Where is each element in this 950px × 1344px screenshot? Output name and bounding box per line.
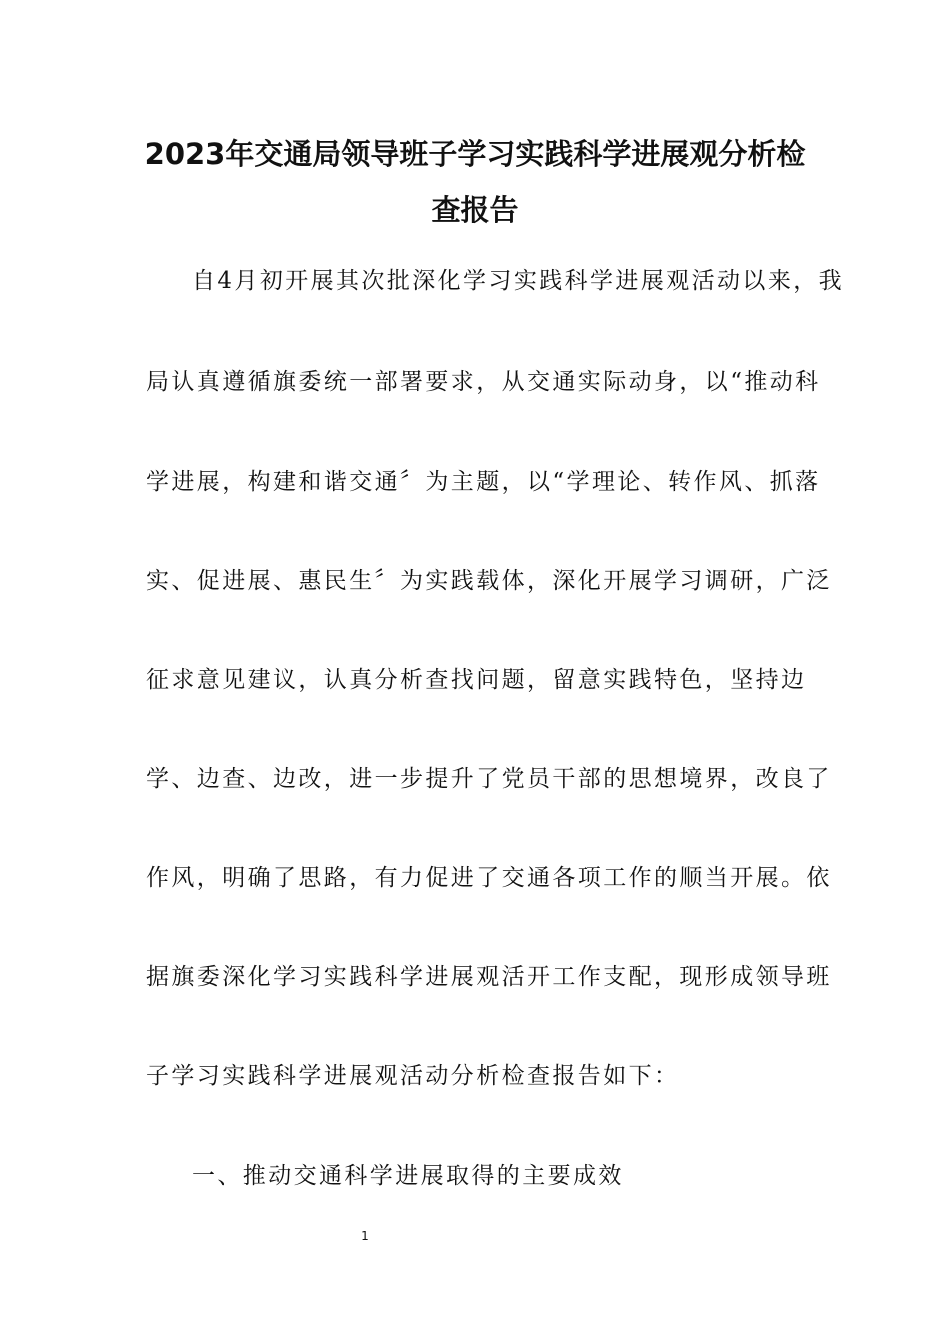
document-title-line-1: 2023年交通局领导班子学习实践科学进展观分析检 bbox=[144, 137, 806, 171]
document-title-line-2: 查报告 bbox=[431, 193, 519, 227]
paragraph-line: 自4月初开展其次批深化学习实践科学进展观活动以来，我 bbox=[192, 268, 845, 294]
paragraph-line: 征求意见建议，认真分析查找问题，留意实践特色，坚持边 bbox=[146, 667, 807, 693]
page-number: 1 bbox=[361, 1229, 369, 1243]
paragraph-line: 据旗委深化学习实践科学进展观活开工作支配，现形成领导班 bbox=[146, 964, 832, 990]
paragraph-line: 作风，明确了思路，有力促进了交通各项工作的顺当开展。依 bbox=[146, 865, 832, 891]
section-heading: 一、推动交通科学进展取得的主要成效 bbox=[192, 1163, 624, 1189]
paragraph-line: 局认真遵循旗委统一部署要求，从交通实际动身，以“推动科 bbox=[146, 369, 821, 395]
paragraph-line: 学、边查、边改，进一步提升了党员干部的思想境界，改良了 bbox=[146, 766, 832, 792]
paragraph-line: 学进展，构建和谐交通〞为主题，以“学理论、转作风、抓落 bbox=[146, 469, 821, 495]
paragraph-line: 实、促进展、惠民生〞为实践载体，深化开展学习调研，广泛 bbox=[146, 568, 832, 594]
paragraph-line: 子学习实践科学进展观活动分析检查报告如下： bbox=[146, 1063, 680, 1089]
